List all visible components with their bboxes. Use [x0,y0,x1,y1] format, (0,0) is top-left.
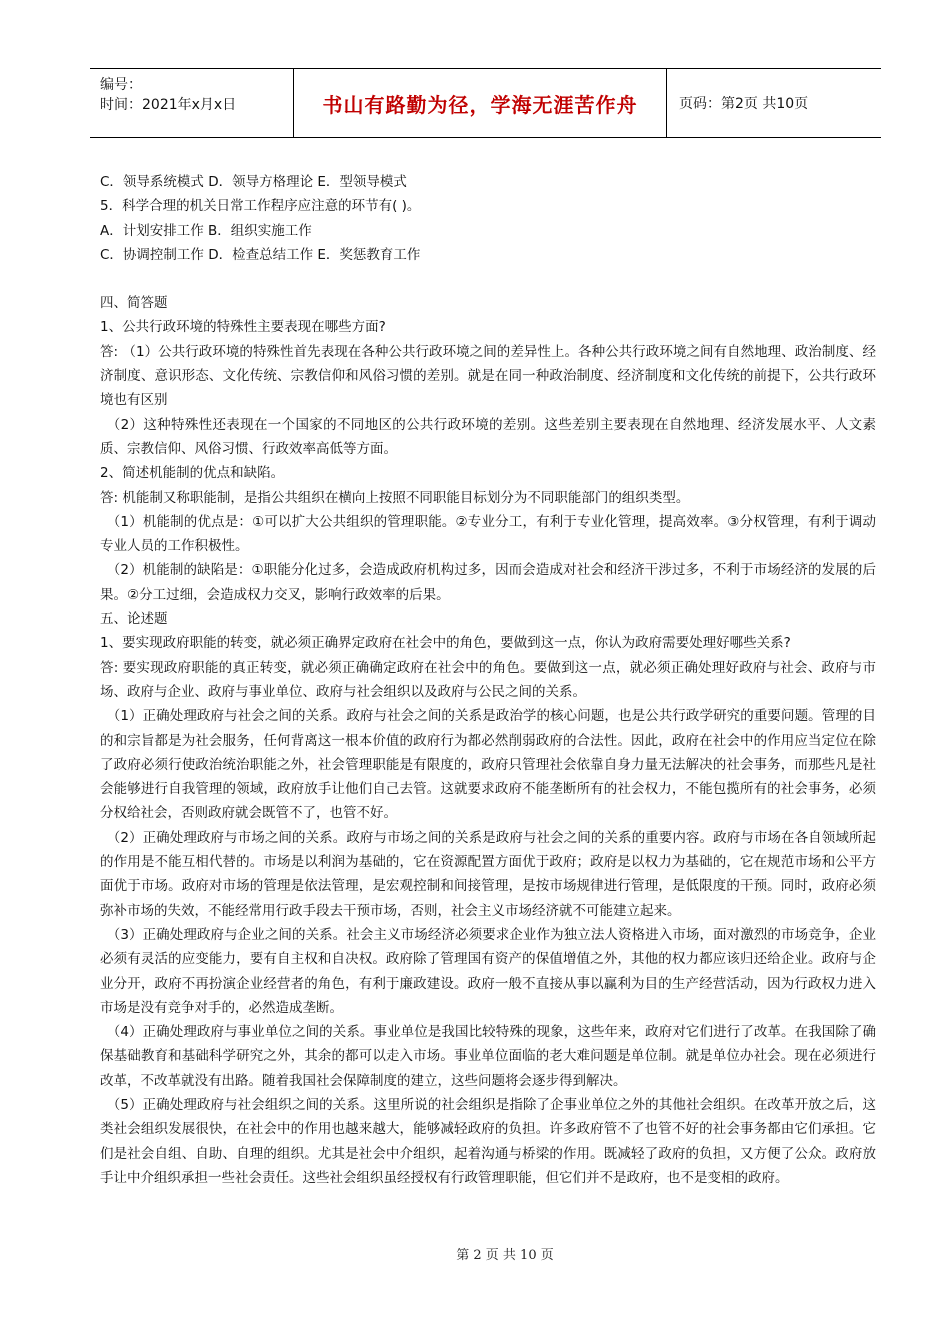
paragraph: 四、简答题 [100,295,168,312]
paragraph: （3）正确处理政府与企业之间的关系。社会主义市场经济必须要求企业作为独立法人资格进入市场，面对激烈的市场竞争，企业必须有灵活的应变能力，要有自主权和自决权。政府除了管理国有资产的保值增值之外，其他的权力都应该归还给企业。政府与企业分开，政府不再扮演企业经营者的角色，有利于廉政建设。政府一般不直接从事以赢利为目的生产经营活动，因为行政权力进入市场是没有竞争对手的，必然造成垄断。 [100,926,876,1016]
paragraph: （1）正确处理政府与社会之间的关系。政府与社会之间的关系是政治学的核心问题，也是公共行政学研究的重要问题。管理的目的和宗旨都是为社会服务，任何背离这一根本价值的政府行为都必然削弱政府的合法性。因此，政府在社会中的作用应当定位在除了政府必须行使政治统治职能之外，社会管理职能是有限度的，政府只管理社会依靠自身力量无法解决的社会事务，而那些凡是社会能够进行自我管理的领域，政府放手让他们自己去管。这就要求政府不能垄断所有的社会权力，不能包揽所有的社会事务，必须分权给社会，否则政府就会既管不了，也管不好。 [100,708,876,822]
paragraph: C．协调控制工作 D．检查总结工作 E．奖惩教育工作 [100,246,421,263]
paragraph: 5．科学合理的机关日常工作程序应注意的环节有( )。 [100,198,421,215]
paragraph: 答: 要实现政府职能的真正转变，就必须正确确定政府在社会中的角色。要做到这一点，就必须正确处理好政府与社会、政府与市场、政府与企业、政府与事业单位、政府与社会组织以及政府与公民之间的关系。 [100,659,876,700]
header-motto: 书山有路勤为径，学海无涯苦作舟 [322,92,638,117]
paragraph: （4）正确处理政府与事业单位之间的关系。事业单位是我国比较特殊的现象，这些年来，政府对它们进行了改革。在我国除了确保基础教育和基础科学研究之外，其余的都可以走入市场。事业单位面临的老大难问题是单位制。就是单位办社会。现在必须进行改革，不改革就没有出路。随着我国社会保障制度的建立，这些问题将会逐步得到解决。 [100,1024,876,1089]
paragraph: 五、论述题 [100,611,168,628]
paragraph: （2）正确处理政府与市场之间的关系。政府与市场之间的关系是政府与社会之间的关系的重要内容。政府与市场在各自领域所起的作用是不能互相代替的。市场是以利润为基础的，它在资源配置方面优于政府；政府是以权力为基础的，它在规范市场和公平方面优于市场。政府对市场的管理是依法管理，是宏观控制和间接管理，是按市场规律进行管理，是低限度的干预。同时，政府必须弥补市场的失效，不能经常用行政手段去干预市场，否则，社会主义市场经济就不可能建立起来。 [100,829,876,919]
paragraph: （5）正确处理政府与社会组织之间的关系。这里所说的社会组织是指除了企事业单位之外的其他社会组织。在改革开放之后，这类社会组织发展很快，在社会中的作用也越来越大，能够减轻政府的负担。许多政府管不了也管不好的社会事务都由它们承担。它们是社会自组、自助、自理的组织。尤其是社会中介组织，起着沟通与桥梁的作用。既减轻了政府的负担，又方便了公众。政府放手让中介组织承担一些社会责任。这些社会组织虽经授权有行政管理职能，但它们并不是政府，也不是变相的政府。 [100,1096,876,1186]
paragraph: 答: 机能制又称职能制，是指公共组织在横向上按照不同职能目标划分为不同职能部门的组织类型。 [100,489,690,506]
document-number-label: 编号： [100,77,142,93]
paragraph: （2）机能制的缺陷是：①职能分化过多，会造成政府机构过多，因而会造成对社会和经济干涉过多，不利于市场经济的发展的后果。②分工过细，会造成权力交叉，影响行政效率的后果。 [100,562,876,603]
header-info [90,69,293,137]
page-header [90,68,881,138]
header-page-number: 页码：第2页 共10页 [679,96,809,112]
paragraph: （1）机能制的优点是：①可以扩大公共组织的管理职能。②专业分工，有利于专业化管理，提高效率。③分权管理，有利于调动专业人员的工作积极性。 [100,513,876,555]
paragraph-gap [100,267,876,291]
paragraph: 1、要实现政府职能的转变，就必须正确界定政府在社会中的角色，要做到这一点，你认为政府需要处理好哪些关系? [100,635,791,652]
paragraph: 答: （1）公共行政环境的特殊性首先表现在各种公共行政环境之间的差异性上。各种公共行政环境之间有自然地理、政治制度、经济制度、意识形态、文化传统、宗教信仰和风俗习惯的差别。就是在同一种政治制度、经济制度和文化传统的前提下，公共行政环境也有区别 [100,343,876,409]
paragraph: 2、简述机能制的优点和缺陷。 [100,465,285,482]
footer-page-number: 第 2 页 共 10 页 [456,1248,554,1263]
paragraph: C．领导系统模式 D．领导方格理论 E．型领导模式 [100,174,407,190]
paragraph: 1、公共行政环境的特殊性主要表现在哪些方面? [100,319,386,336]
document-time-label: 时间：2021年x月x日 [100,97,237,113]
header-motto-cell [293,69,667,137]
document-body [100,170,876,1190]
header-page-cell [667,69,881,137]
page-footer [0,1244,950,1263]
paragraph: A．计划安排工作 B．组织实施工作 [100,222,312,239]
paragraph: （2）这种特殊性还表现在一个国家的不同地区的公共行政环境的差别。这些差别主要表现在自然地理、经济发展水平、人文素质、宗教信仰、风俗习惯、行政效率高低等方面。 [100,416,876,457]
